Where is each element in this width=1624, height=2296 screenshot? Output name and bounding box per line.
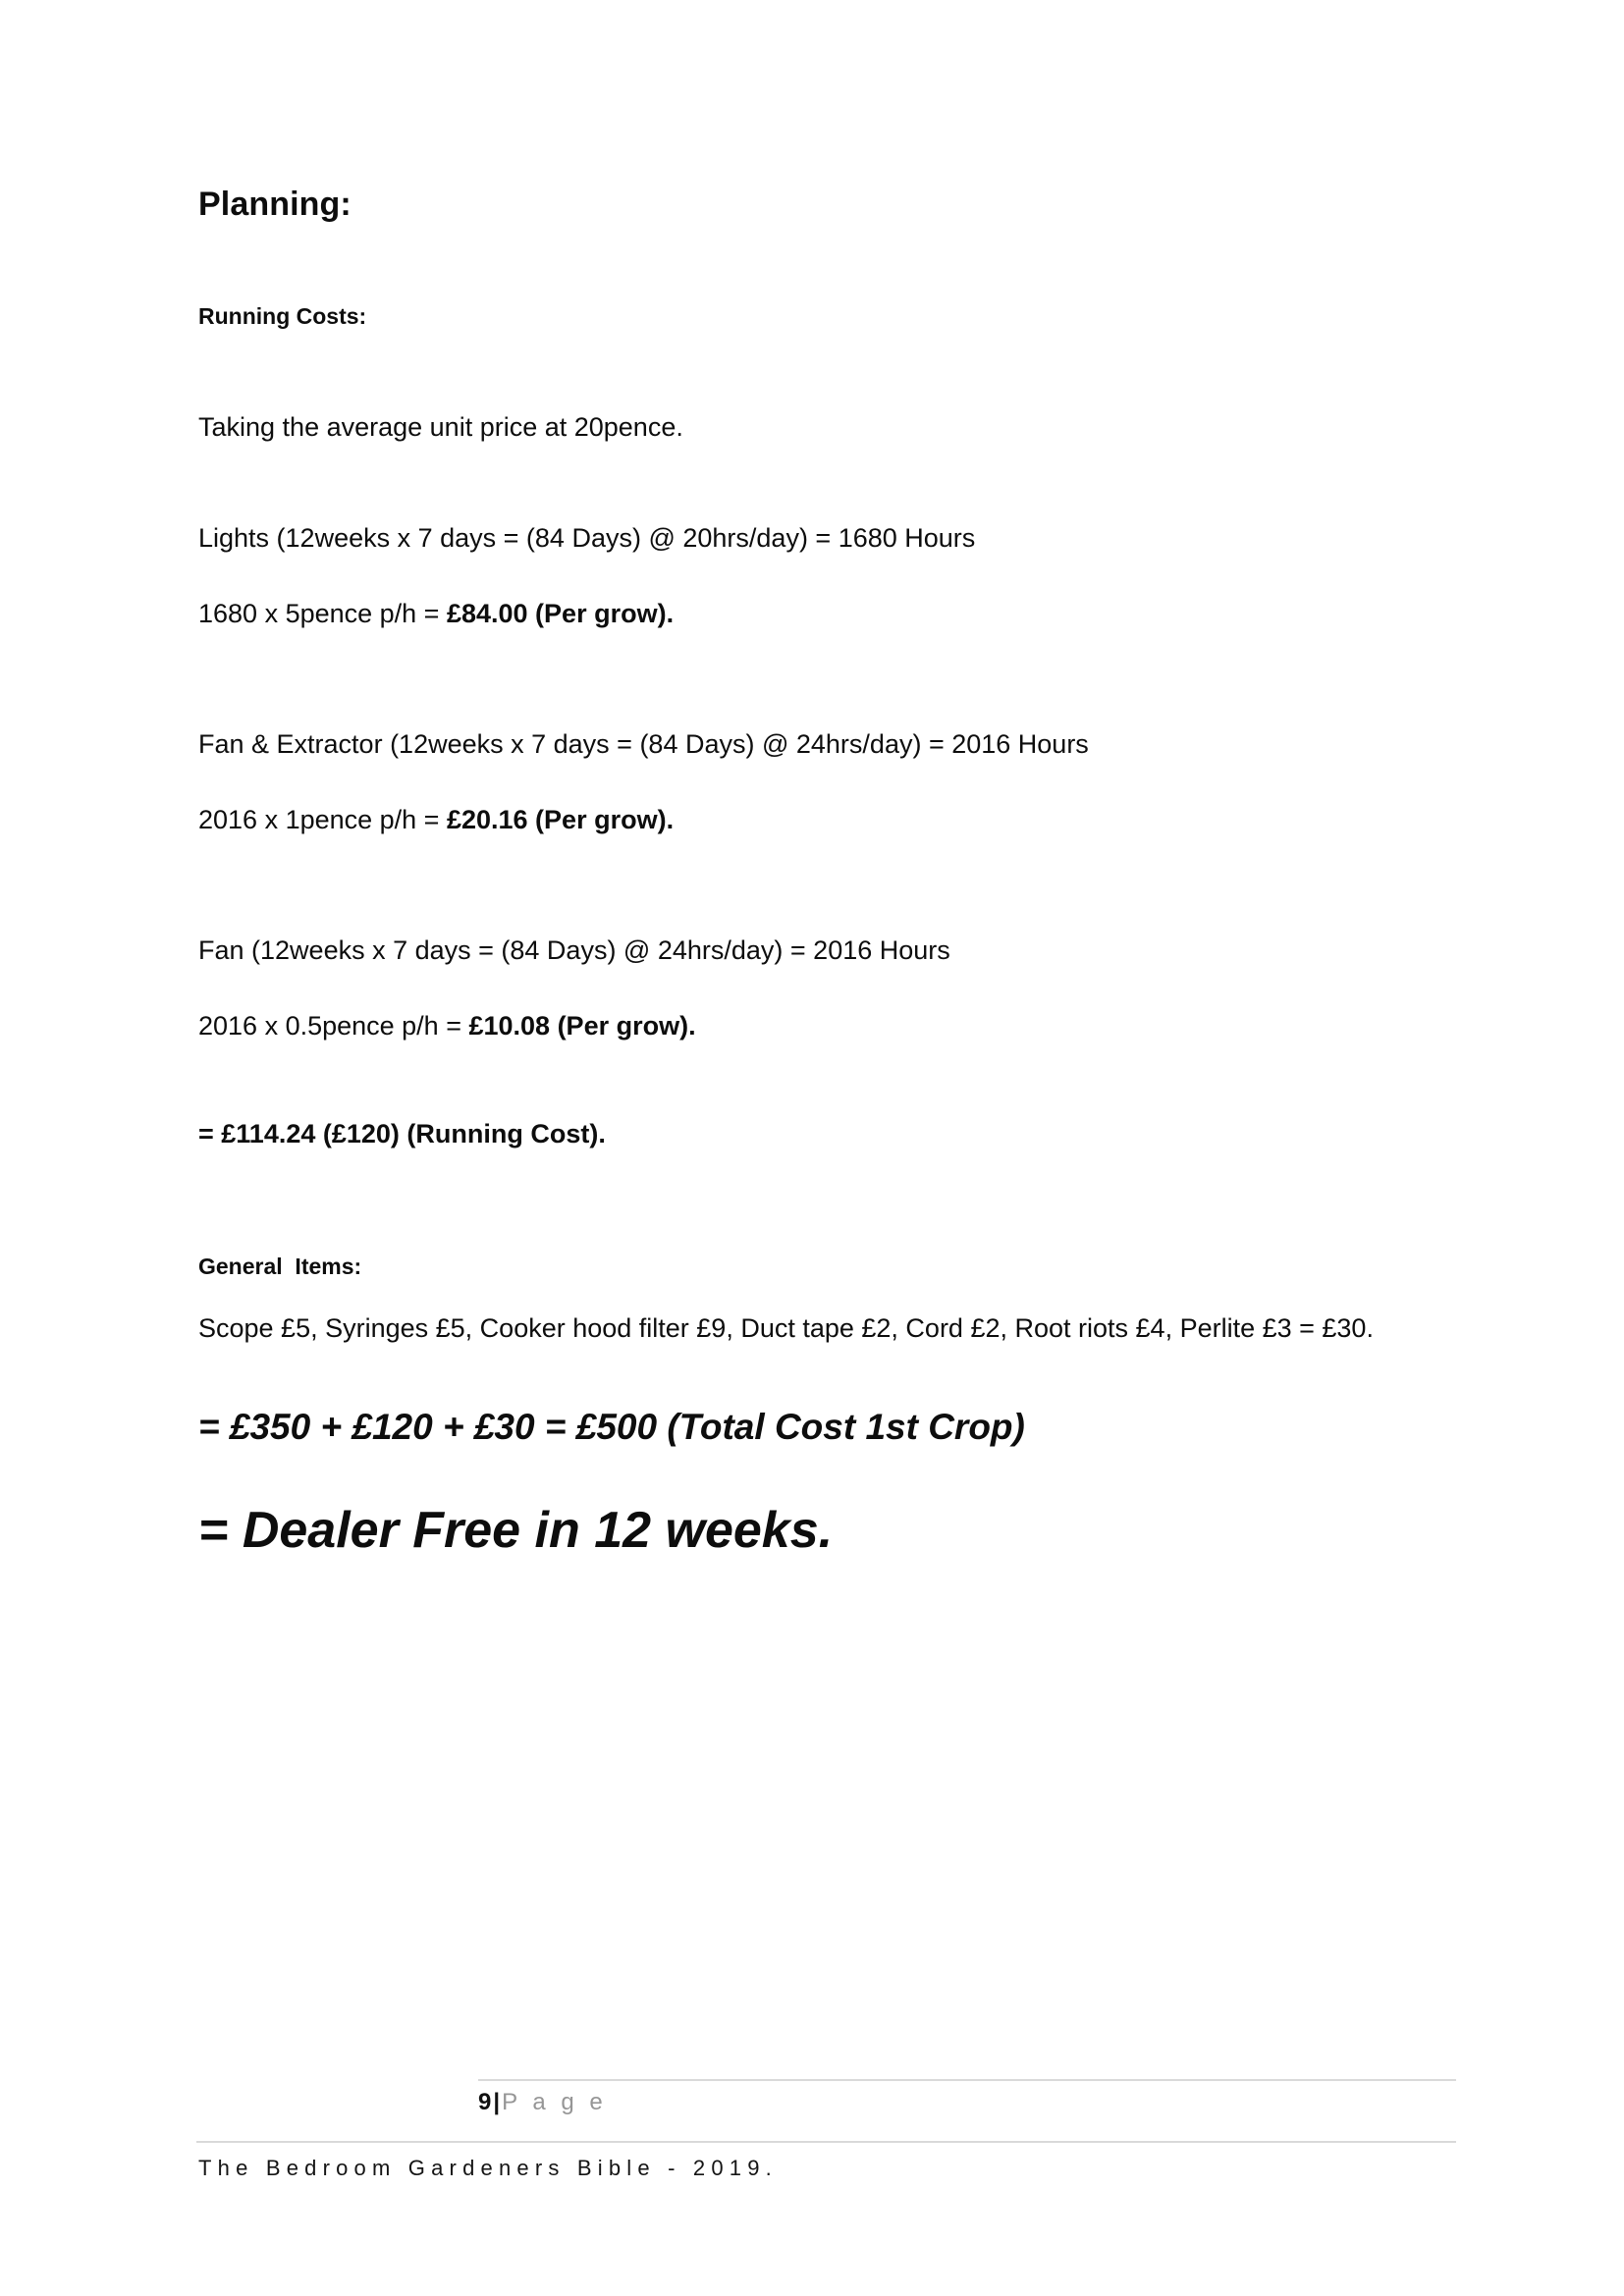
- conclusion-line: = Dealer Free in 12 weeks.: [198, 1502, 834, 1559]
- section-heading-running-costs: Running Costs:: [198, 303, 367, 329]
- fan-extractor-cost-line: [198, 805, 674, 835]
- page-number-separator: |: [493, 2089, 501, 2115]
- page-word-label: P a g e: [502, 2089, 608, 2115]
- fan-cost-value: £10.08 (Per grow).: [468, 1011, 696, 1041]
- page-title: Planning:: [198, 186, 352, 223]
- footer-rule-top: [478, 2079, 1456, 2081]
- lights-usage-line: Lights (12weeks x 7 days = (84 Days) @ 20hrs/day) = 1680 Hours: [198, 523, 976, 553]
- fan-cost-prefix: 2016 x 0.5pence p/h =: [198, 1011, 469, 1041]
- lights-cost-prefix: 1680 x 5pence p/h =: [198, 599, 447, 628]
- fan-cost-line: [198, 1011, 696, 1041]
- fan-extractor-cost-value: £20.16 (Per grow).: [446, 805, 675, 834]
- book-title-footer: The Bedroom Gardeners Bible - 2019.: [198, 2156, 778, 2180]
- footer-rule-bottom: [196, 2141, 1456, 2143]
- page-footer: [0, 2061, 1624, 2238]
- page-number-block: [478, 2090, 607, 2115]
- running-cost-total-line: = £114.24 (£120) (Running Cost).: [198, 1119, 606, 1148]
- lights-cost-line: [198, 599, 674, 629]
- section-heading-general-items: General Items:: [198, 1254, 362, 1279]
- general-items-line: Scope £5, Syringes £5, Cooker hood filter £9, Duct tape £2, Cord £2, Root riots £4, Perlite £3 = £30.: [198, 1313, 1374, 1343]
- page-number: 9: [478, 2089, 492, 2115]
- total-cost-line: = £350 + £120 + £30 = £500 (Total Cost 1st Crop): [198, 1407, 1025, 1447]
- running-costs-intro: Taking the average unit price at 20pence.: [198, 412, 683, 442]
- fan-extractor-cost-prefix: 2016 x 1pence p/h =: [198, 805, 447, 834]
- lights-cost-value: £84.00 (Per grow).: [446, 599, 675, 628]
- fan-usage-line: Fan (12weeks x 7 days = (84 Days) @ 24hrs/day) = 2016 Hours: [198, 935, 950, 965]
- fan-extractor-usage-line: Fan & Extractor (12weeks x 7 days = (84 Days) @ 24hrs/day) = 2016 Hours: [198, 729, 1089, 759]
